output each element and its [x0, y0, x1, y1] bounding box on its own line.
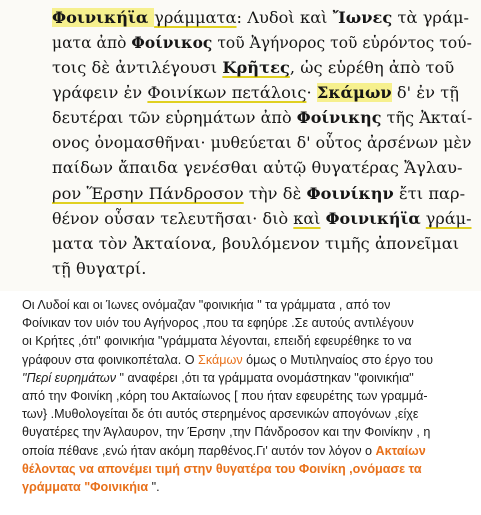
scan-line	[52, 108, 472, 127]
scan-text: ονος ὀνομασθῆναι· μυθεύεται δ' οὗτος ἀρσένων μὲν	[52, 133, 472, 152]
translation-text: " αναφέρει ,ότι τα γράμματα ονομάστηκαν "φοινικήια"	[116, 370, 414, 385]
scan-text: Κρῆτες	[222, 58, 290, 77]
scan-text: Φοίνικης	[296, 108, 382, 127]
translation-line	[22, 369, 414, 387]
scan-line	[52, 234, 459, 253]
scan-text: Σκάμων	[316, 83, 392, 102]
scan-text: , ὡς εὑρέθη ἀπὸ τοῦ	[289, 58, 455, 77]
scan-text: τὴν δὲ	[243, 184, 307, 203]
scan-text: γράφειν ἐν	[52, 83, 148, 102]
scan-text: Φοινικήϊα	[52, 8, 155, 27]
translation-text: από την Φοινίκη ,κόρη του Ακταίωνος [ που ήταν εφευρέτης των γραμμά-	[22, 389, 428, 403]
scan-line	[52, 8, 469, 27]
scan-text: ·	[306, 83, 317, 102]
scan-line	[52, 58, 454, 77]
scan-text: θένον οὖσαν τελευτῆσαι· διὸ	[52, 209, 294, 228]
translation-text: οι Κρήτες ,ότι" φοινικήια "γράμματα λέγονται, επειδή εφευρέθηκε το να	[22, 334, 412, 349]
translation-line	[22, 351, 433, 369]
scan-text: καὶ	[293, 209, 321, 228]
scan-line	[52, 33, 472, 52]
scan-line	[52, 133, 472, 152]
scan-text: γράμματα	[154, 8, 237, 27]
translation-line	[22, 405, 419, 423]
translation-text: θυγατέρες την Άγλαυρον, την Έρσην ,την Πάνδροσον και την Φοινίκην , η	[22, 425, 431, 440]
translation-line	[22, 423, 430, 441]
scan-text: Φοίνικος	[131, 33, 213, 52]
translation-line	[22, 460, 422, 478]
translation-text: Ακταίων	[375, 443, 426, 458]
scan-text: τῇ θυγατρί.	[52, 259, 147, 278]
scan-text: τὰ γράμ-	[392, 8, 470, 27]
scan-text: τοῦ Ἀγήνορος τοῦ εὑρόντος τού-	[212, 33, 472, 52]
scan-line	[52, 184, 465, 203]
translation-line	[22, 296, 390, 314]
scan-text: παίδων ἄπαιδα γενέσθαι αὐτῷ θυγατέρας Ἄγλαυ-	[52, 158, 463, 177]
scan-line	[52, 209, 472, 228]
scan-text: ματα τὸν Ἀκταίονα, βουλόμενον τιμῆς ἀπονεῖμαι	[52, 234, 460, 253]
translation-text: οποία πέθανε ,ενώ ήταν ακόμη παρθένος.Γι' αυτόν τον λόγον ο	[22, 443, 376, 458]
scan-text: Φοινίκην	[306, 184, 394, 203]
translation-line	[22, 314, 414, 332]
scan-text: ἔτι παρ-	[393, 184, 466, 203]
translation-text: "Περί ευρημάτων	[22, 370, 117, 385]
translation-text: Οι Λυδοί και οι Ίωνες ονόμαζαν "φοινικήια " τα γράμματα , από τον	[22, 298, 391, 312]
translation-text: θέλοντας να απονέμει τιμή στην θυγατέρα του Φοινίκη ,ονόμασε τα	[22, 461, 422, 476]
translation-text: Σκάμων	[198, 352, 243, 367]
translation-text: Φοίνικαν τον υιόν του Αγήνορος ,που τα εφηύρε .Σε αυτούς αντιλέγουν	[22, 316, 414, 331]
scan-text: δευτέραι τῶν εὑρημάτων ἀπὸ	[52, 108, 297, 127]
scan-text: ματα ἀπὸ	[52, 33, 132, 52]
scan-line	[52, 158, 463, 177]
translation-text: ".	[148, 480, 160, 494]
scan-text: γράμ-	[425, 209, 472, 228]
scan-text: τοις δὲ ἀντιλέγουσι	[52, 58, 223, 77]
translation-text: όμως ο Μυτιληναίος στο έργο του	[242, 352, 434, 367]
scan-text: : Λυδοὶ καὶ	[236, 8, 333, 27]
scan-text: τῆς Ἀκταί-	[381, 108, 473, 127]
translation-text: γράμματα "Φοινικήια	[22, 480, 149, 494]
translation-line	[22, 442, 426, 460]
scan-line	[52, 83, 459, 102]
scan-text: Φοινίκων πετάλοις	[147, 83, 307, 102]
scan-text: ρον Ἕρσην Πάνδροσον	[52, 184, 244, 203]
scan-text: δ' ἐν τῇ	[391, 83, 459, 102]
translation-line	[22, 332, 412, 350]
translation-text: των} .Μυθολογείται δε ότι αυτός στερημένος αρσενικών απογόνων ,είχε	[22, 407, 419, 422]
scan-line	[52, 259, 147, 278]
translation-line	[22, 478, 160, 496]
scan-text: Ἴωνες	[332, 8, 393, 27]
scan-text: Φοινικήϊα	[325, 209, 421, 228]
translation-text: γράφουν στα φοινικοπέταλα. Ο	[22, 352, 199, 367]
translation-line	[22, 387, 428, 405]
